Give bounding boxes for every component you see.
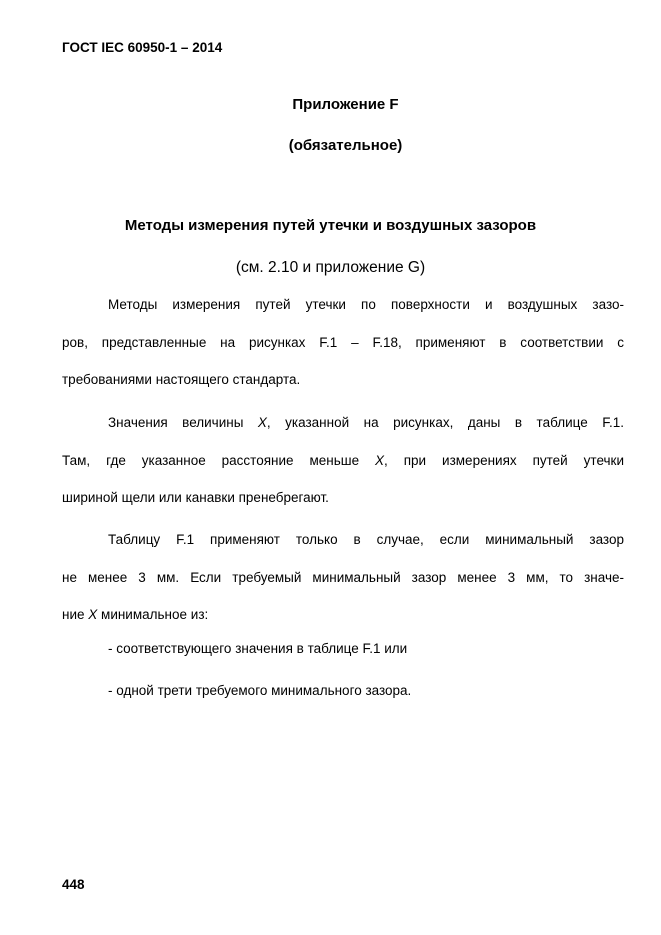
annex-title: Приложение F bbox=[292, 96, 399, 113]
text-run: , при измерениях путей утечки bbox=[384, 452, 624, 468]
section-title: Методы измерения путей утечки и воздушных зазоров bbox=[124, 217, 537, 234]
page-number: 448 bbox=[62, 877, 85, 892]
section-reference: (см. 2.10 и приложение G) bbox=[235, 259, 426, 276]
paragraph-line: не менее 3 мм. Если требуемый минимальный зазор менее 3 мм, то значе- bbox=[62, 569, 624, 585]
paragraph-table-usage bbox=[62, 521, 624, 634]
text-run: ние bbox=[62, 607, 89, 622]
list-item: - одной трети требуемого минимального зазора. bbox=[108, 683, 412, 698]
paragraph-line: Методы измерения путей утечки по поверхности и воздушных зазо- bbox=[108, 297, 624, 312]
paragraph-line: шириной щели или канавки пренебрегают. bbox=[62, 490, 329, 505]
paragraph-line: требованиями настоящего стандарта. bbox=[62, 372, 301, 387]
paragraph-line bbox=[62, 442, 624, 480]
variable-x: X bbox=[257, 415, 267, 430]
text-run: Там, где указанное расстояние меньше bbox=[62, 452, 376, 468]
paragraph-line bbox=[62, 404, 624, 442]
text-run: Значения величины bbox=[108, 415, 258, 430]
text-run: минимальное из: bbox=[97, 607, 209, 622]
paragraph-line bbox=[62, 596, 624, 634]
variable-x: X bbox=[375, 452, 385, 468]
paragraph-line: ров, представленные на рисунках F.1 – F.18, применяют в соответствии с bbox=[62, 334, 624, 350]
text-run: , указанной на рисунках, даны в таблице F.1. bbox=[266, 415, 624, 430]
annex-status: (обязательное) bbox=[288, 137, 403, 154]
list-item: - соответствующего значения в таблице F.1 или bbox=[108, 641, 408, 656]
standard-header: ГОСТ IEC 60950-1 – 2014 bbox=[62, 40, 223, 55]
paragraph-line: Таблицу F.1 применяют только в случае, если минимальный зазор bbox=[108, 532, 624, 547]
variable-x: X bbox=[88, 607, 98, 622]
paragraph-methods bbox=[62, 286, 624, 399]
paragraph-x-values bbox=[62, 404, 624, 517]
